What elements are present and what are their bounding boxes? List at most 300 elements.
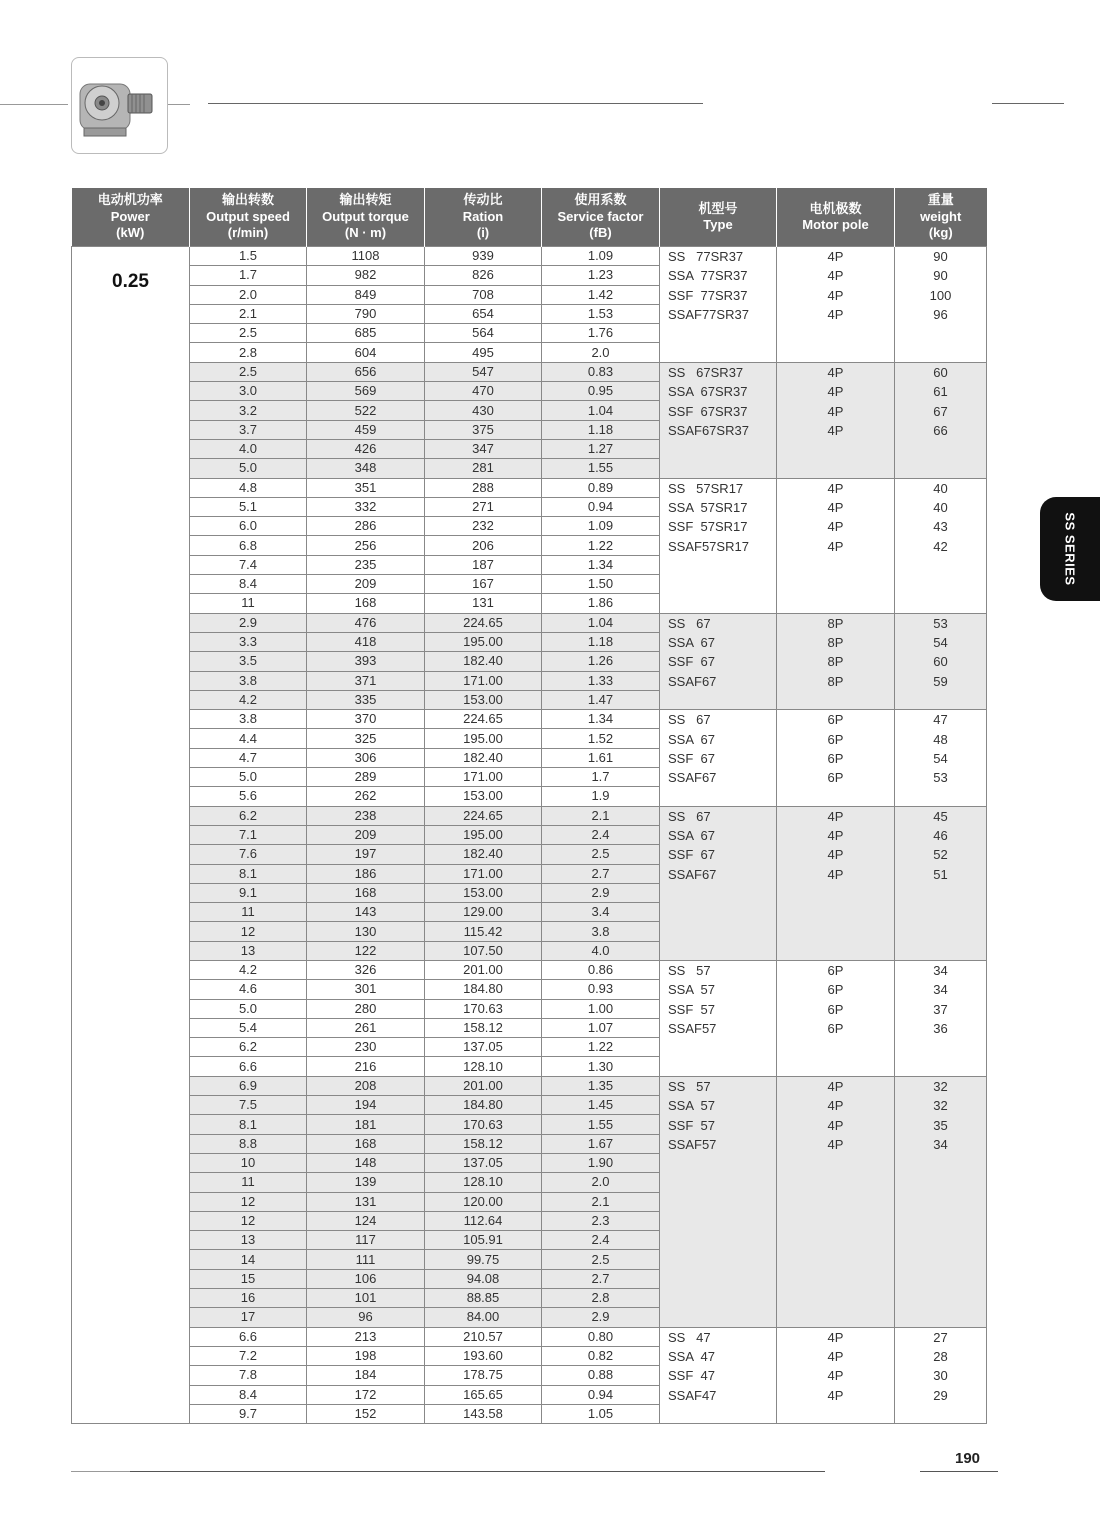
output-speed-cell: 8.4 <box>190 575 307 594</box>
motor-pole-cell <box>777 1076 895 1327</box>
weight-value: 46 <box>933 828 948 844</box>
output-speed-cell: 12 <box>190 1211 307 1230</box>
output-speed-cell: 6.6 <box>190 1057 307 1076</box>
weight-value: 54 <box>933 750 948 766</box>
column-header-en: Service factor <box>557 208 644 224</box>
type-name: SS 77SR37 <box>668 249 744 264</box>
type-name: SSF 57SR17 <box>668 519 748 535</box>
weight-value: 42 <box>933 538 948 554</box>
header-rule <box>168 104 190 105</box>
output-speed-cell: 4.2 <box>190 960 307 979</box>
weight-value: 48 <box>933 731 948 747</box>
type-name: SSAF47 <box>668 1387 717 1403</box>
service-factor-cell: 2.1 <box>542 806 660 825</box>
output-torque-cell: 685 <box>307 324 425 343</box>
output-speed-cell: 6.2 <box>190 1038 307 1057</box>
type-name: SSA 67 <box>668 635 715 651</box>
ratio-cell: 115.42 <box>425 922 542 941</box>
weight-value: 36 <box>933 1021 948 1037</box>
output-torque-cell: 656 <box>307 362 425 381</box>
ratio-cell: 288 <box>425 478 542 497</box>
ratio-cell: 128.10 <box>425 1057 542 1076</box>
service-factor-cell: 2.4 <box>542 1231 660 1250</box>
weight-value: 67 <box>933 403 948 419</box>
output-speed-cell: 3.2 <box>190 401 307 420</box>
motor-pole: 4P <box>827 499 844 515</box>
weight-value: 45 <box>933 808 948 824</box>
output-speed-cell: 6.8 <box>190 536 307 555</box>
ratio-cell: 99.75 <box>425 1250 542 1269</box>
ratio-cell: 195.00 <box>425 825 542 844</box>
footer-rule <box>920 1471 998 1472</box>
output-speed-cell: 7.4 <box>190 555 307 574</box>
service-factor-cell: 1.22 <box>542 536 660 555</box>
type-name: SSAF57SR17 <box>668 538 749 554</box>
motor-pole-cell <box>777 613 895 709</box>
service-factor-cell: 1.55 <box>542 1115 660 1134</box>
motor-pole: 4P <box>827 828 844 844</box>
ratio-cell: 94.08 <box>425 1269 542 1288</box>
output-torque-cell: 306 <box>307 748 425 767</box>
column-header-zh: 机型号 <box>698 200 738 216</box>
weight-value: 34 <box>933 982 948 998</box>
output-speed-cell: 2.5 <box>190 362 307 381</box>
service-factor-cell: 3.4 <box>542 903 660 922</box>
motor-pole: 6P <box>827 982 844 998</box>
motor-pole: 6P <box>827 731 844 747</box>
type-name: SSA 67 <box>668 828 715 844</box>
weight-value: 30 <box>933 1368 948 1384</box>
type-name: SSAF57 <box>668 1136 717 1152</box>
ratio-cell: 107.50 <box>425 941 542 960</box>
ratio-cell: 153.00 <box>425 787 542 806</box>
output-speed-cell: 7.5 <box>190 1096 307 1115</box>
output-speed-cell: 15 <box>190 1269 307 1288</box>
power-value: 0.25 <box>72 247 190 1424</box>
column-header-zh: 传动比 <box>463 192 503 208</box>
table-body <box>72 247 987 1424</box>
output-torque-cell: 181 <box>307 1115 425 1134</box>
output-torque-cell: 139 <box>307 1173 425 1192</box>
output-speed-cell: 2.0 <box>190 285 307 304</box>
motor-pole: 6P <box>827 1001 844 1017</box>
output-speed-cell: 10 <box>190 1153 307 1172</box>
service-factor-cell: 2.7 <box>542 864 660 883</box>
output-speed-cell: 12 <box>190 922 307 941</box>
output-speed-cell: 11 <box>190 903 307 922</box>
ratio-cell: 182.40 <box>425 748 542 767</box>
output-torque-cell: 186 <box>307 864 425 883</box>
output-torque-cell: 96 <box>307 1308 425 1327</box>
weight-value: 29 <box>933 1387 948 1403</box>
ratio-cell: 153.00 <box>425 690 542 709</box>
motor-pole: 4P <box>827 403 844 419</box>
output-speed-cell: 3.0 <box>190 382 307 401</box>
type-name: SS 67 <box>668 808 711 824</box>
ratio-cell: 495 <box>425 343 542 362</box>
weight-value: 40 <box>933 499 948 515</box>
weight-value: 53 <box>933 615 948 631</box>
ratio-cell: 178.75 <box>425 1366 542 1385</box>
type-name: SSAF67 <box>668 866 717 882</box>
type-name: SS 57 <box>668 962 711 978</box>
output-speed-cell: 3.8 <box>190 710 307 729</box>
motor-pole: 4P <box>827 1329 844 1345</box>
ratio-cell: 281 <box>425 459 542 478</box>
spec-table <box>71 188 987 1424</box>
output-torque-cell: 216 <box>307 1057 425 1076</box>
service-factor-cell: 1.30 <box>542 1057 660 1076</box>
footer-rule <box>71 1471 131 1472</box>
page-number: 190 <box>955 1450 981 1467</box>
ratio-cell: 232 <box>425 517 542 536</box>
type-name: SS 67SR37 <box>668 364 744 380</box>
column-header-unit: (r/min) <box>227 225 269 241</box>
output-speed-cell: 2.5 <box>190 324 307 343</box>
output-torque-cell: 459 <box>307 420 425 439</box>
service-factor-cell: 1.52 <box>542 729 660 748</box>
ratio-cell: 195.00 <box>425 729 542 748</box>
motor-pole: 4P <box>827 480 844 496</box>
ratio-cell: 131 <box>425 594 542 613</box>
service-factor-cell: 0.89 <box>542 478 660 497</box>
type-name: SS 57SR17 <box>668 480 744 496</box>
ratio-cell: 430 <box>425 401 542 420</box>
service-factor-cell: 1.05 <box>542 1404 660 1423</box>
ratio-cell: 128.10 <box>425 1173 542 1192</box>
type-name: SSF 77SR37 <box>668 287 748 303</box>
type-name: SS 57 <box>668 1078 711 1094</box>
weight-value: 66 <box>933 423 948 438</box>
type-cell <box>660 478 777 613</box>
service-factor-cell: 0.94 <box>542 497 660 516</box>
output-torque-cell: 230 <box>307 1038 425 1057</box>
output-speed-cell: 7.6 <box>190 845 307 864</box>
service-factor-cell: 1.86 <box>542 594 660 613</box>
type-name: SSA 57SR17 <box>668 499 748 515</box>
motor-pole: 4P <box>827 249 844 264</box>
service-factor-cell: 1.76 <box>542 324 660 343</box>
column-header <box>72 188 190 247</box>
output-torque-cell: 122 <box>307 941 425 960</box>
output-torque-cell: 370 <box>307 710 425 729</box>
column-header-en: Type <box>703 217 733 232</box>
output-torque-cell: 235 <box>307 555 425 574</box>
type-name: SSA 67SR37 <box>668 384 748 400</box>
output-torque-cell: 194 <box>307 1096 425 1115</box>
type-name: SSA 57 <box>668 982 715 998</box>
footer-rule <box>130 1471 825 1472</box>
column-header-en: Motor pole <box>802 217 869 232</box>
service-factor-cell: 1.90 <box>542 1153 660 1172</box>
type-cell <box>660 247 777 363</box>
ratio-cell: 88.85 <box>425 1289 542 1308</box>
side-tab <box>1040 497 1100 601</box>
weight-value: 47 <box>933 712 948 728</box>
output-torque-cell: 301 <box>307 980 425 999</box>
service-factor-cell: 0.82 <box>542 1346 660 1365</box>
service-factor-cell: 1.07 <box>542 1018 660 1037</box>
weight-value: 35 <box>933 1117 948 1133</box>
service-factor-cell: 1.18 <box>542 632 660 651</box>
ratio-cell: 826 <box>425 266 542 285</box>
motor-pole-cell <box>777 1327 895 1423</box>
output-torque-cell: 1108 <box>307 247 425 266</box>
type-cell <box>660 710 777 806</box>
motor-pole: 6P <box>827 770 844 786</box>
output-speed-cell: 8.4 <box>190 1385 307 1404</box>
motor-pole: 8P <box>827 635 844 651</box>
ratio-cell: 182.40 <box>425 652 542 671</box>
service-factor-cell: 0.93 <box>542 980 660 999</box>
service-factor-cell: 2.0 <box>542 1173 660 1192</box>
service-factor-cell: 2.4 <box>542 825 660 844</box>
weight-value: 59 <box>933 673 948 689</box>
service-factor-cell: 2.0 <box>542 343 660 362</box>
service-factor-cell: 1.53 <box>542 304 660 323</box>
output-torque-cell: 982 <box>307 266 425 285</box>
table-row <box>72 1327 987 1346</box>
weight-value: 34 <box>933 1136 948 1152</box>
weight-value: 52 <box>933 847 948 863</box>
ratio-cell: 224.65 <box>425 613 542 632</box>
ratio-cell: 184.80 <box>425 980 542 999</box>
motor-pole: 4P <box>827 268 844 284</box>
output-torque-cell: 208 <box>307 1076 425 1095</box>
output-speed-cell: 5.0 <box>190 459 307 478</box>
type-name: SSAF67 <box>668 673 717 689</box>
output-torque-cell: 286 <box>307 517 425 536</box>
output-speed-cell: 12 <box>190 1192 307 1211</box>
column-header <box>190 188 307 247</box>
gear-reducer-motor-icon <box>72 58 167 153</box>
ratio-cell: 158.12 <box>425 1134 542 1153</box>
table-row <box>72 362 987 381</box>
motor-pole: 4P <box>827 307 844 323</box>
output-torque-cell: 426 <box>307 439 425 458</box>
motor-pole-cell <box>777 960 895 1076</box>
ratio-cell: 547 <box>425 362 542 381</box>
column-header-en: Output torque <box>322 208 409 224</box>
service-factor-cell: 1.22 <box>542 1038 660 1057</box>
output-torque-cell: 172 <box>307 1385 425 1404</box>
output-torque-cell: 325 <box>307 729 425 748</box>
table-row <box>72 710 987 729</box>
output-torque-cell: 213 <box>307 1327 425 1346</box>
motor-pole: 4P <box>827 1078 844 1094</box>
service-factor-cell: 2.9 <box>542 1308 660 1327</box>
motor-pole: 4P <box>827 1349 844 1365</box>
table-row <box>72 247 987 266</box>
service-factor-cell: 1.18 <box>542 420 660 439</box>
weight-value: 40 <box>933 480 948 496</box>
service-factor-cell: 1.23 <box>542 266 660 285</box>
motor-pole-cell <box>777 478 895 613</box>
table-row <box>72 806 987 825</box>
ratio-cell: 84.00 <box>425 1308 542 1327</box>
output-speed-cell: 2.1 <box>190 304 307 323</box>
output-speed-cell: 7.2 <box>190 1346 307 1365</box>
weight-value: 32 <box>933 1098 948 1114</box>
output-torque-cell: 262 <box>307 787 425 806</box>
output-torque-cell: 148 <box>307 1153 425 1172</box>
weight-value: 28 <box>933 1349 948 1365</box>
column-header-unit: (kW) <box>116 225 145 241</box>
weight-cell <box>895 806 987 960</box>
output-speed-cell: 3.8 <box>190 671 307 690</box>
output-speed-cell: 5.0 <box>190 768 307 787</box>
ratio-cell: 171.00 <box>425 864 542 883</box>
output-torque-cell: 522 <box>307 401 425 420</box>
output-speed-cell: 1.5 <box>190 247 307 266</box>
side-tab-label: SS SERIES <box>1062 512 1078 586</box>
table-row <box>72 960 987 979</box>
service-factor-cell: 0.88 <box>542 1366 660 1385</box>
service-factor-cell: 1.26 <box>542 652 660 671</box>
column-header-zh: 重量 <box>927 192 954 208</box>
type-name: SSF 67SR37 <box>668 403 748 419</box>
output-torque-cell: 168 <box>307 883 425 902</box>
output-speed-cell: 13 <box>190 1231 307 1250</box>
output-speed-cell: 16 <box>190 1289 307 1308</box>
output-speed-cell: 5.6 <box>190 787 307 806</box>
weight-value: 60 <box>933 364 948 380</box>
type-cell <box>660 960 777 1076</box>
output-torque-cell: 351 <box>307 478 425 497</box>
motor-pole-cell <box>777 362 895 478</box>
type-name: SSA 47 <box>668 1349 715 1365</box>
ratio-cell: 170.63 <box>425 999 542 1018</box>
service-factor-cell: 2.5 <box>542 845 660 864</box>
ratio-cell: 201.00 <box>425 1076 542 1095</box>
type-name: SSF 67 <box>668 750 715 766</box>
table-row <box>72 1076 987 1095</box>
ratio-cell: 137.05 <box>425 1153 542 1172</box>
column-header-en: Output speed <box>206 208 290 224</box>
ratio-cell: 271 <box>425 497 542 516</box>
output-speed-cell: 8.8 <box>190 1134 307 1153</box>
service-factor-cell: 2.8 <box>542 1289 660 1308</box>
output-torque-cell: 332 <box>307 497 425 516</box>
column-header <box>895 188 987 247</box>
output-speed-cell: 5.1 <box>190 497 307 516</box>
motor-pole: 6P <box>827 712 844 728</box>
service-factor-cell: 1.45 <box>542 1096 660 1115</box>
output-torque-cell: 106 <box>307 1269 425 1288</box>
type-name: SSA 57 <box>668 1098 715 1114</box>
motor-pole: 4P <box>827 1098 844 1114</box>
output-torque-cell: 476 <box>307 613 425 632</box>
service-factor-cell: 2.9 <box>542 883 660 902</box>
service-factor-cell: 1.67 <box>542 1134 660 1153</box>
column-header-zh: 使用系数 <box>574 192 627 208</box>
service-factor-cell: 1.9 <box>542 787 660 806</box>
table-row <box>72 613 987 632</box>
ratio-cell: 375 <box>425 420 542 439</box>
service-factor-cell: 2.7 <box>542 1269 660 1288</box>
weight-cell <box>895 1327 987 1423</box>
type-name: SSA 67 <box>668 731 715 747</box>
motor-pole: 8P <box>827 615 844 631</box>
output-speed-cell: 6.0 <box>190 517 307 536</box>
weight-value: 90 <box>933 268 948 284</box>
output-speed-cell: 3.3 <box>190 632 307 651</box>
ratio-cell: 708 <box>425 285 542 304</box>
ratio-cell: 187 <box>425 555 542 574</box>
output-speed-cell: 9.1 <box>190 883 307 902</box>
output-torque-cell: 326 <box>307 960 425 979</box>
table-header-row <box>72 188 987 247</box>
ratio-cell: 137.05 <box>425 1038 542 1057</box>
output-speed-cell: 6.6 <box>190 1327 307 1346</box>
type-cell <box>660 362 777 478</box>
service-factor-cell: 1.55 <box>542 459 660 478</box>
motor-pole-cell <box>777 710 895 806</box>
weight-cell <box>895 960 987 1076</box>
weight-value: 32 <box>933 1078 948 1094</box>
ratio-cell: 564 <box>425 324 542 343</box>
output-speed-cell: 2.9 <box>190 613 307 632</box>
service-factor-cell: 2.1 <box>542 1192 660 1211</box>
type-name: SSA 77SR37 <box>668 268 748 284</box>
output-speed-cell: 4.4 <box>190 729 307 748</box>
column-header-en: Power <box>110 208 150 224</box>
output-speed-cell: 4.6 <box>190 980 307 999</box>
service-factor-cell: 1.27 <box>542 439 660 458</box>
service-factor-cell: 0.94 <box>542 1385 660 1404</box>
column-header-en: weight <box>920 208 962 224</box>
service-factor-cell: 1.34 <box>542 710 660 729</box>
output-torque-cell: 371 <box>307 671 425 690</box>
motor-pole: 6P <box>827 750 844 766</box>
ratio-cell: 654 <box>425 304 542 323</box>
output-torque-cell: 131 <box>307 1192 425 1211</box>
output-torque-cell: 101 <box>307 1289 425 1308</box>
motor-pole: 4P <box>827 423 844 438</box>
output-torque-cell: 143 <box>307 903 425 922</box>
service-factor-cell: 4.0 <box>542 941 660 960</box>
output-speed-cell: 17 <box>190 1308 307 1327</box>
output-speed-cell: 2.8 <box>190 343 307 362</box>
service-factor-cell: 3.8 <box>542 922 660 941</box>
weight-cell <box>895 710 987 806</box>
output-speed-cell: 8.1 <box>190 864 307 883</box>
output-speed-cell: 13 <box>190 941 307 960</box>
service-factor-cell: 1.04 <box>542 401 660 420</box>
service-factor-cell: 1.09 <box>542 247 660 266</box>
motor-pole: 6P <box>827 962 844 978</box>
type-name: SSAF67SR37 <box>668 423 749 438</box>
service-factor-cell: 1.7 <box>542 768 660 787</box>
weight-value: 37 <box>933 1001 948 1017</box>
motor-pole: 4P <box>827 1368 844 1384</box>
service-factor-cell: 1.42 <box>542 285 660 304</box>
ratio-cell: 184.80 <box>425 1096 542 1115</box>
ratio-cell: 171.00 <box>425 671 542 690</box>
output-speed-cell: 7.8 <box>190 1366 307 1385</box>
service-factor-cell: 0.80 <box>542 1327 660 1346</box>
service-factor-cell: 0.83 <box>542 362 660 381</box>
service-factor-cell: 2.3 <box>542 1211 660 1230</box>
table-row <box>72 478 987 497</box>
header-rule <box>208 103 703 104</box>
output-torque-cell: 256 <box>307 536 425 555</box>
motor-pole: 4P <box>827 287 844 303</box>
service-factor-cell: 1.00 <box>542 999 660 1018</box>
output-torque-cell: 393 <box>307 652 425 671</box>
output-torque-cell: 130 <box>307 922 425 941</box>
service-factor-cell: 1.35 <box>542 1076 660 1095</box>
